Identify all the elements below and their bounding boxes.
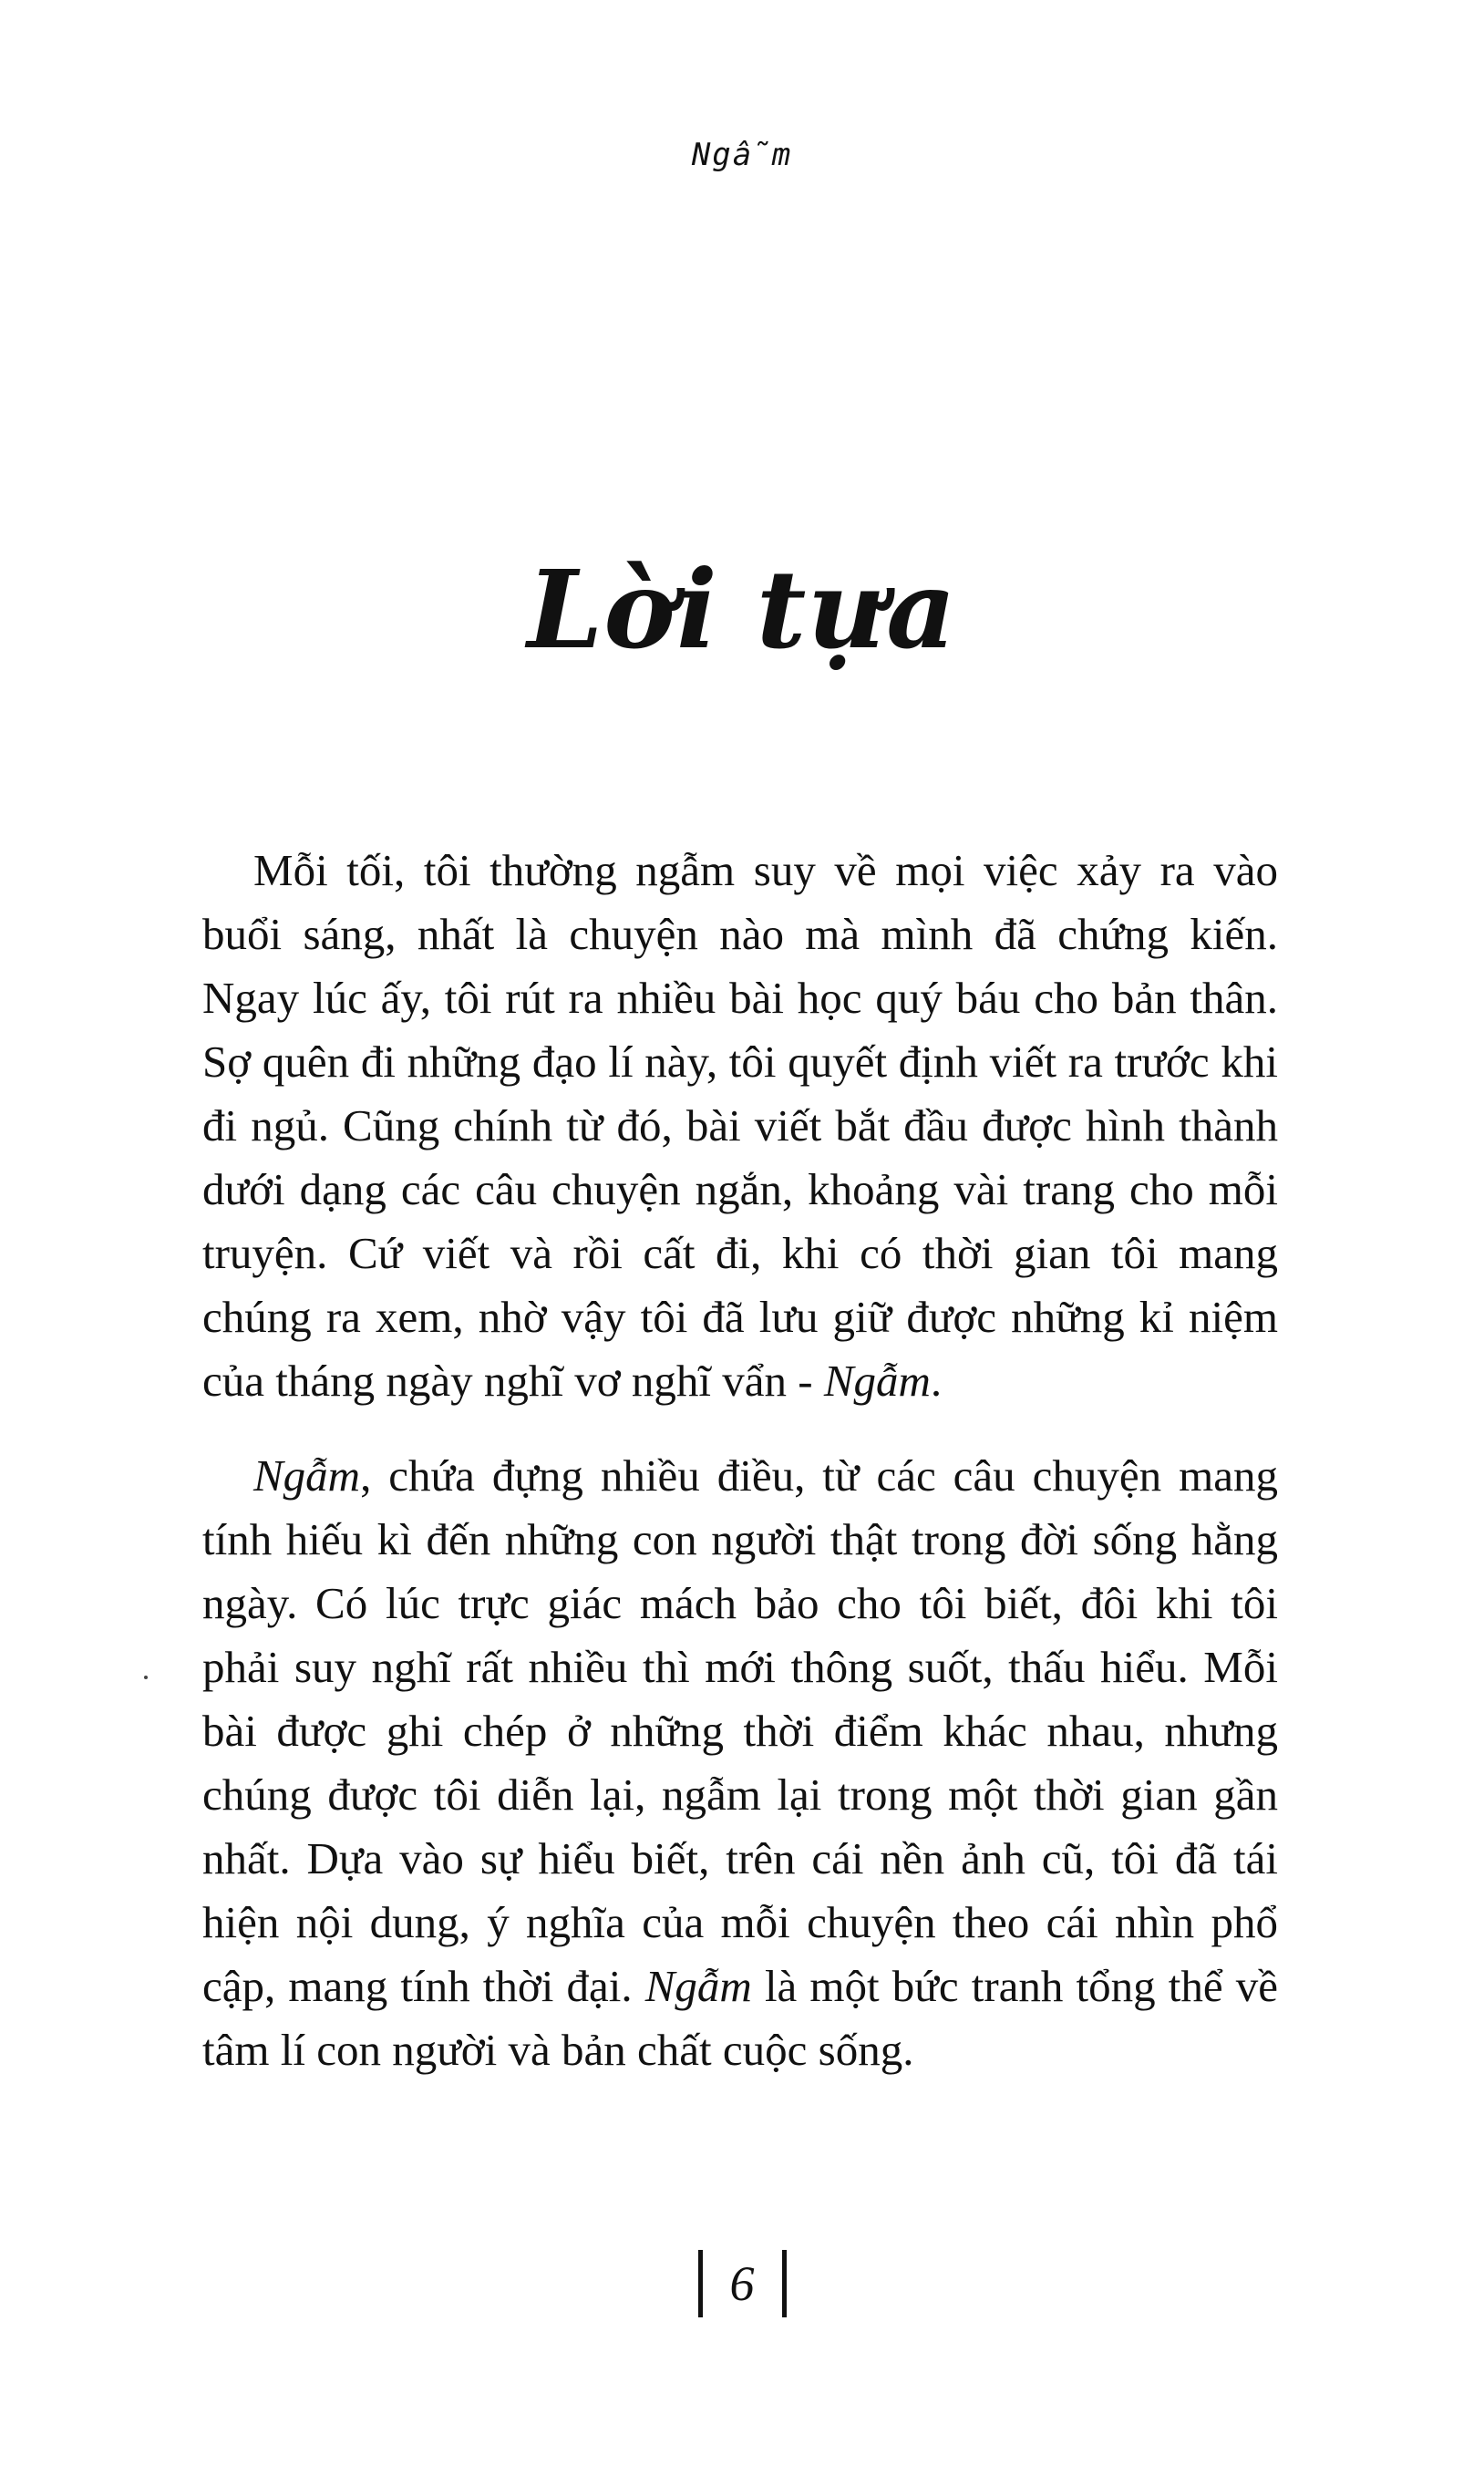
body-text [202,839,1278,2082]
print-speck [144,1676,148,1679]
paragraph-1-text-a: Mỗi tối, tôi thường ngẫm suy về mọi việc xảy ra vào buổi sáng, nhất là chuyện nào mà mình đã chứng kiến. Ngay lúc ấy, tôi rút ra nhiều bài học quý báu cho bản thân. Sợ quên đi những đạo lí này, tôi quyết định viết ra trước khi đi ngủ. Cũng chính từ đó, bài viết bắt đầu được hình thành dưới dạng các câu chuyện ngắn, khoảng vài trang cho mỗi truyện. Cứ viết và rồi cất đi, khi có thời gian tôi mang chúng ra xem, nhờ vậy tôi đã lưu giữ được những kỉ niệm của tháng ngày nghĩ vơ nghĩ vẩn - [202,845,1278,1406]
page-number-right-bar [782,2250,787,2317]
paragraph-2-text-a: , chứa đựng nhiều điều, từ các câu chuyện mang tính hiếu kì đến những con người thật trong đời sống hằng ngày. Có lúc trực giác mách bảo cho tôi biết, đôi khi tôi phải suy nghĩ rất nhiều thì mới thông suốt, thấu hiểu. Mỗi bài được ghi chép ở những thời điểm khác nhau, nhưng chúng được tôi diễn lại, ngẫm lại trong một thời gian gần nhất. Dựa vào sự hiểu biết, trên cái nền ảnh cũ, tôi đã tái hiện nội dung, ý nghĩa của mỗi chuyện theo cái nhìn phổ cập, mang tính thời đại. [202,1450,1278,2011]
paragraph-1-book-title: Ngẫm [823,1356,931,1406]
paragraph-2-book-title-b: Ngẫm [644,1961,752,2011]
paragraph-2-book-title-a: Ngẫm [253,1450,361,1501]
page-number-left-bar [698,2250,703,2317]
paragraph-2-text-b: là một bức tranh tổng thể về tâm lí con người và bản chất cuộc sống. [202,1961,1278,2075]
page-footer [0,2250,1484,2317]
paragraph-1-text-b: . [930,1356,943,1406]
paragraph-1 [202,839,1278,1413]
paragraph-2 [202,1444,1278,2082]
chapter-title: Lời tựa [527,546,957,673]
page-number: 6 [729,2256,755,2311]
running-header: Ngẫm [691,137,793,173]
